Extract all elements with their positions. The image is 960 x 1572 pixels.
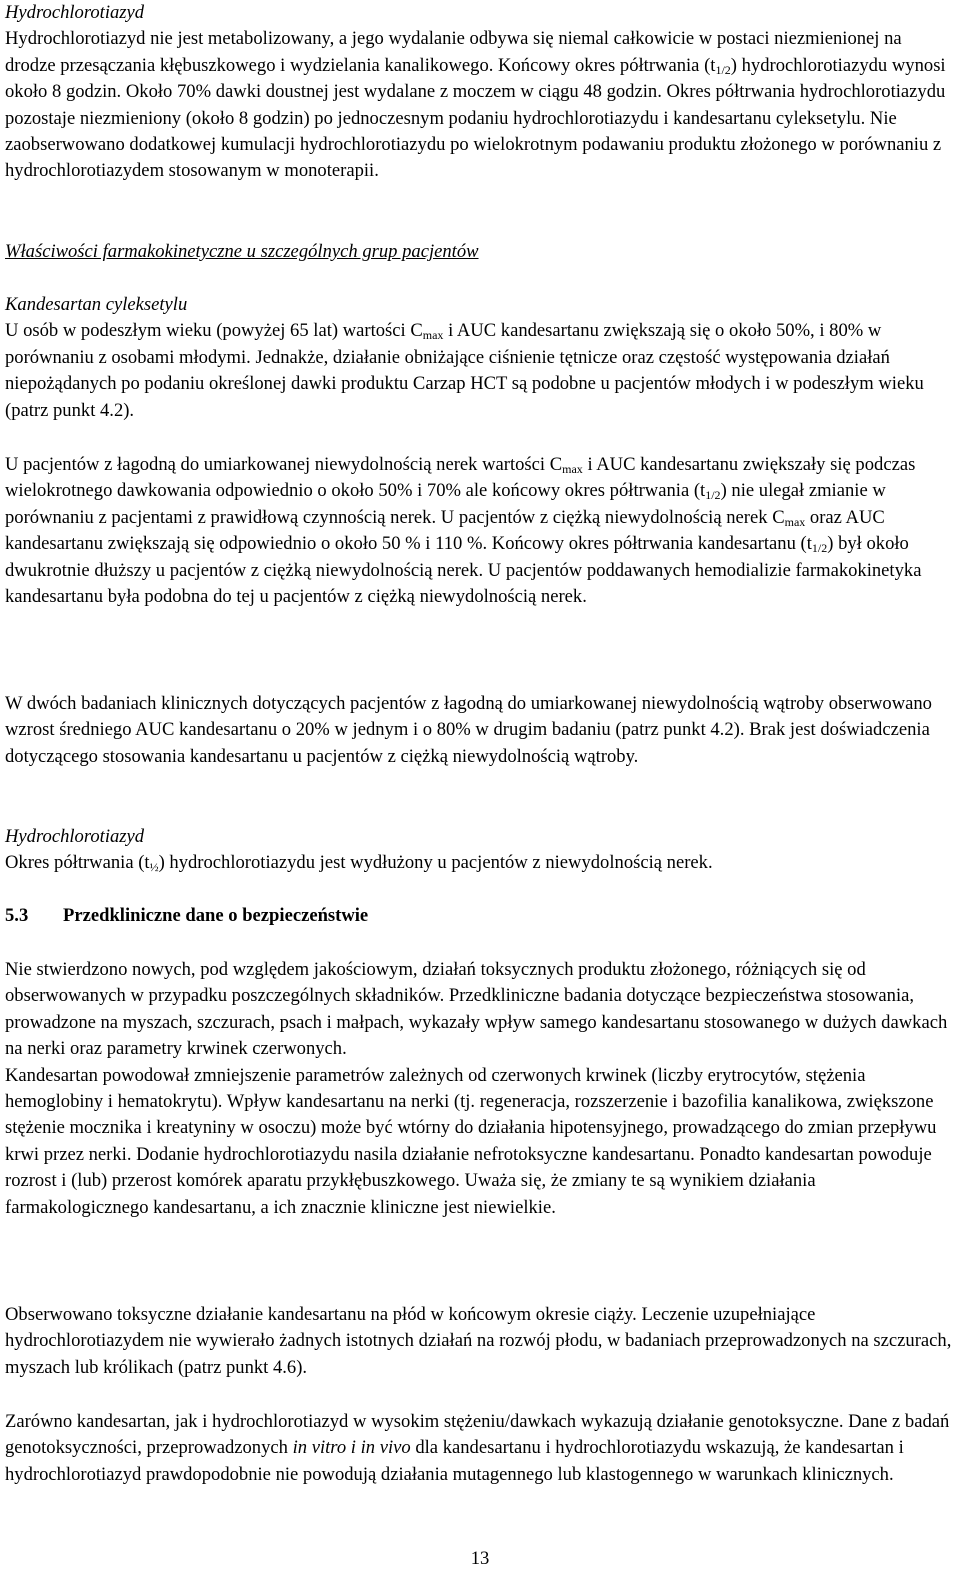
hydrochlorotiazyd-subheading: Hydrochlorotiazyd: [5, 2, 145, 23]
special-groups-heading: Właściwości farmakokinetyczne u szczególnych grup pacjentów: [5, 241, 479, 262]
preclinical-block-4: [5, 1409, 955, 1488]
subscript: max: [784, 514, 806, 529]
hydrochlorotiazyd-subheading-2: Hydrochlorotiazyd: [5, 826, 145, 847]
section-title: Przedkliniczne dane o bezpieczeństwie: [63, 905, 369, 926]
preclinical-paragraph-2: Kandesartan powodował zmniejszenie parametrów zależnych od czerwonych krwinek (liczby erytrocytów, stężenia hemoglobiny i hematokrytu). Wpływ kandesartanu na nerki (tj. regeneracja, rozszerzenie i bazofilia kanalikowa, zwiększone stężenie mocznika i kreatyniny w osoczu) może być wtórny do działania hipotensyjnego, prowadzącego do zmian przepływu krwi przez nerki. Dodanie hydrochlorotiazydu nasila działanie nefrotoksyczne kandesartanu. Ponadto kandesartan powoduje rozrost i (lub) przerost komórek aparatu przykłębuszkowego. Uważa się, że zmiany te są wynikiem działania farmakologicznego kandesartanu, a ich znacznie kliniczne jest niewielkie.: [5, 1064, 937, 1218]
renal-block: [5, 452, 955, 610]
section-heading: [5, 903, 955, 929]
text-run: i AUC kandesartanu zwiększają się o około 50%, i 80% w porównaniu z osobami młodymi. Jednakże, działanie obniżające ciśnienie tętnicze oraz częstość występowania działań niepożądanych po podaniu określonej dawki produktu Carzap HCT są podobne u pacjentów młodych i w podeszłym wieku (patrz punkt 4.2).: [5, 320, 924, 421]
preclinical-paragraph-3: Obserwowano toksyczne działanie kandesartanu na płód w końcowym okresie ciąży. Leczenie uzupełniające hydrochlorotiazydem nie wywierało żadnych istotnych działań na rozwój płodu, w badaniach przeprowadzonych na szczurach, myszach lub królikach (patrz punkt 4.6).: [5, 1304, 952, 1378]
text-run: i AUC kandesartanu zwiększały się podczas wielokrotnego dawkowania odpowiednio o około 50% i 70% ale końcowy okres półtrwania (t: [5, 454, 916, 502]
section-5-3: [5, 903, 955, 929]
text-run: U pacjentów z łagodną do umiarkowanej niewydolnością nerek wartości C: [5, 454, 563, 475]
hct-renal-paragraph: [5, 850, 955, 876]
subscript: 1/2: [715, 62, 731, 77]
text-run: ) nie ulegał zmianie w porównaniu z pacjentami z prawidłową czynnością nerek. U pacjentów z ciężką niewydolnością nerek C: [5, 480, 886, 528]
preclinical-block-1: [5, 957, 955, 1221]
preclinical-block-3: [5, 1302, 955, 1381]
subscript: 1/2: [811, 541, 828, 556]
text-run: Hydrochlorotiazyd nie jest metabolizowany, a jego wydalanie odbywa się niemal całkowicie w postaci niezmienionej na drodze przesączania kłębuszkowego i wydzielania kanalikowego. Końcowy okres półtrwania (t: [5, 28, 902, 76]
text-run: Okres półtrwania (t: [5, 852, 150, 874]
document-page: [5, 0, 955, 1572]
text-run: Zarówno kandesartan, jak i hydrochlorotiazyd w wysokim stężeniu/dawkach wykazują działanie genotoksyczne. Dane z badań genotoksyczności, przeprowadzonych: [5, 1411, 950, 1459]
kandesartan-elderly-block: [5, 292, 955, 424]
italic-text: in vitro i in vivo: [292, 1437, 411, 1459]
elderly-paragraph: [5, 318, 955, 424]
hct-renal-block: [5, 824, 955, 877]
hct-elimination-paragraph: [5, 26, 955, 184]
text-run: ) hydrochlorotiazydu jest wydłużony u pacjentów z niewydolnością nerek.: [158, 852, 713, 874]
subscript: max: [562, 462, 583, 476]
text-run: ) był około dwukrotnie dłuższy u pacjentów z ciężką niewydolnością nerek. U pacjentów poddawanych hemodializie farmakokinetyka kandesartanu była podobna do tej u pacjentów z ciężką niewydolnością nerek.: [5, 533, 922, 608]
hepatic-paragraph: W dwóch badaniach klinicznych dotyczących pacjentów z łagodną do umiarkowanej niewydolnością wątroby obserwowano wzrost średniego AUC kandesartanu o 20% w jednym i o 80% w drugim badaniu (patrz punkt 4.2). Brak jest doświadczenia dotyczącego stosowania kandesartanu u pacjentów z ciężką niewydolnością wątroby.: [5, 693, 932, 767]
page-number: 13: [470, 1548, 490, 1569]
renal-paragraph: [5, 452, 955, 610]
hct-elimination-section: [5, 0, 955, 185]
text-run: U osób w podeszłym wieku (powyżej 65 lat) wartości C: [5, 320, 423, 342]
hepatic-block: [5, 691, 955, 770]
text-run: oraz AUC kandesartanu zwiększają się odpowiednio o około 50 % i 110 %. Końcowy okres półtrwania kandesartanu (t: [5, 506, 885, 555]
text-run: dla kandesartanu i hydrochlorotiazydu wskazują, że kandesartan i hydrochlorotiazyd prawdopodobnie nie powodują działania mutagennego lub klastogennego w warunkach klinicznych.: [5, 1437, 904, 1485]
subscript: 1/2: [705, 488, 721, 503]
subscript: max: [422, 328, 444, 343]
preclinical-paragraph-4: [5, 1409, 955, 1488]
preclinical-paragraph-1: Nie stwierdzono nowych, pod względem jakościowym, działań toksycznych produktu złożonego, różniących się od obserwowanych w przypadku poszczególnych składników. Przedkliniczne badania dotyczące bezpieczeństwa stosowania, prowadzone na myszach, szczurach, psach i małpach, wykazały wpływ samego kandesartanu stosowanego w dużych dawkach na nerki oraz parametry krwinek czerwonych.: [5, 959, 948, 1060]
subscript: ½: [149, 860, 159, 875]
text-run: ) hydrochlorotiazydu wynosi około 8 godzin. Około 70% dawki doustnej jest wydalane z moczem w ciągu 48 godzin. Okres półtrwania hydrochlorotiazydu pozostaje niezmieniony (około 8 godzin) po jednoczesnym podaniu hydrochlorotiazydu i kandesartanu cyleksetylu. Nie zaobserwowano dodatkowej kumulacji hydrochlorotiazydu po wielokrotnym podawaniu produktu złożonego w porównaniu z hydrochlorotiazydem stosowanym w monoterapii.: [5, 54, 946, 182]
section-number: 5.3: [5, 905, 29, 926]
special-groups-block: [5, 239, 955, 265]
kandesartan-subheading: Kandesartan cyleksetylu: [5, 294, 188, 315]
